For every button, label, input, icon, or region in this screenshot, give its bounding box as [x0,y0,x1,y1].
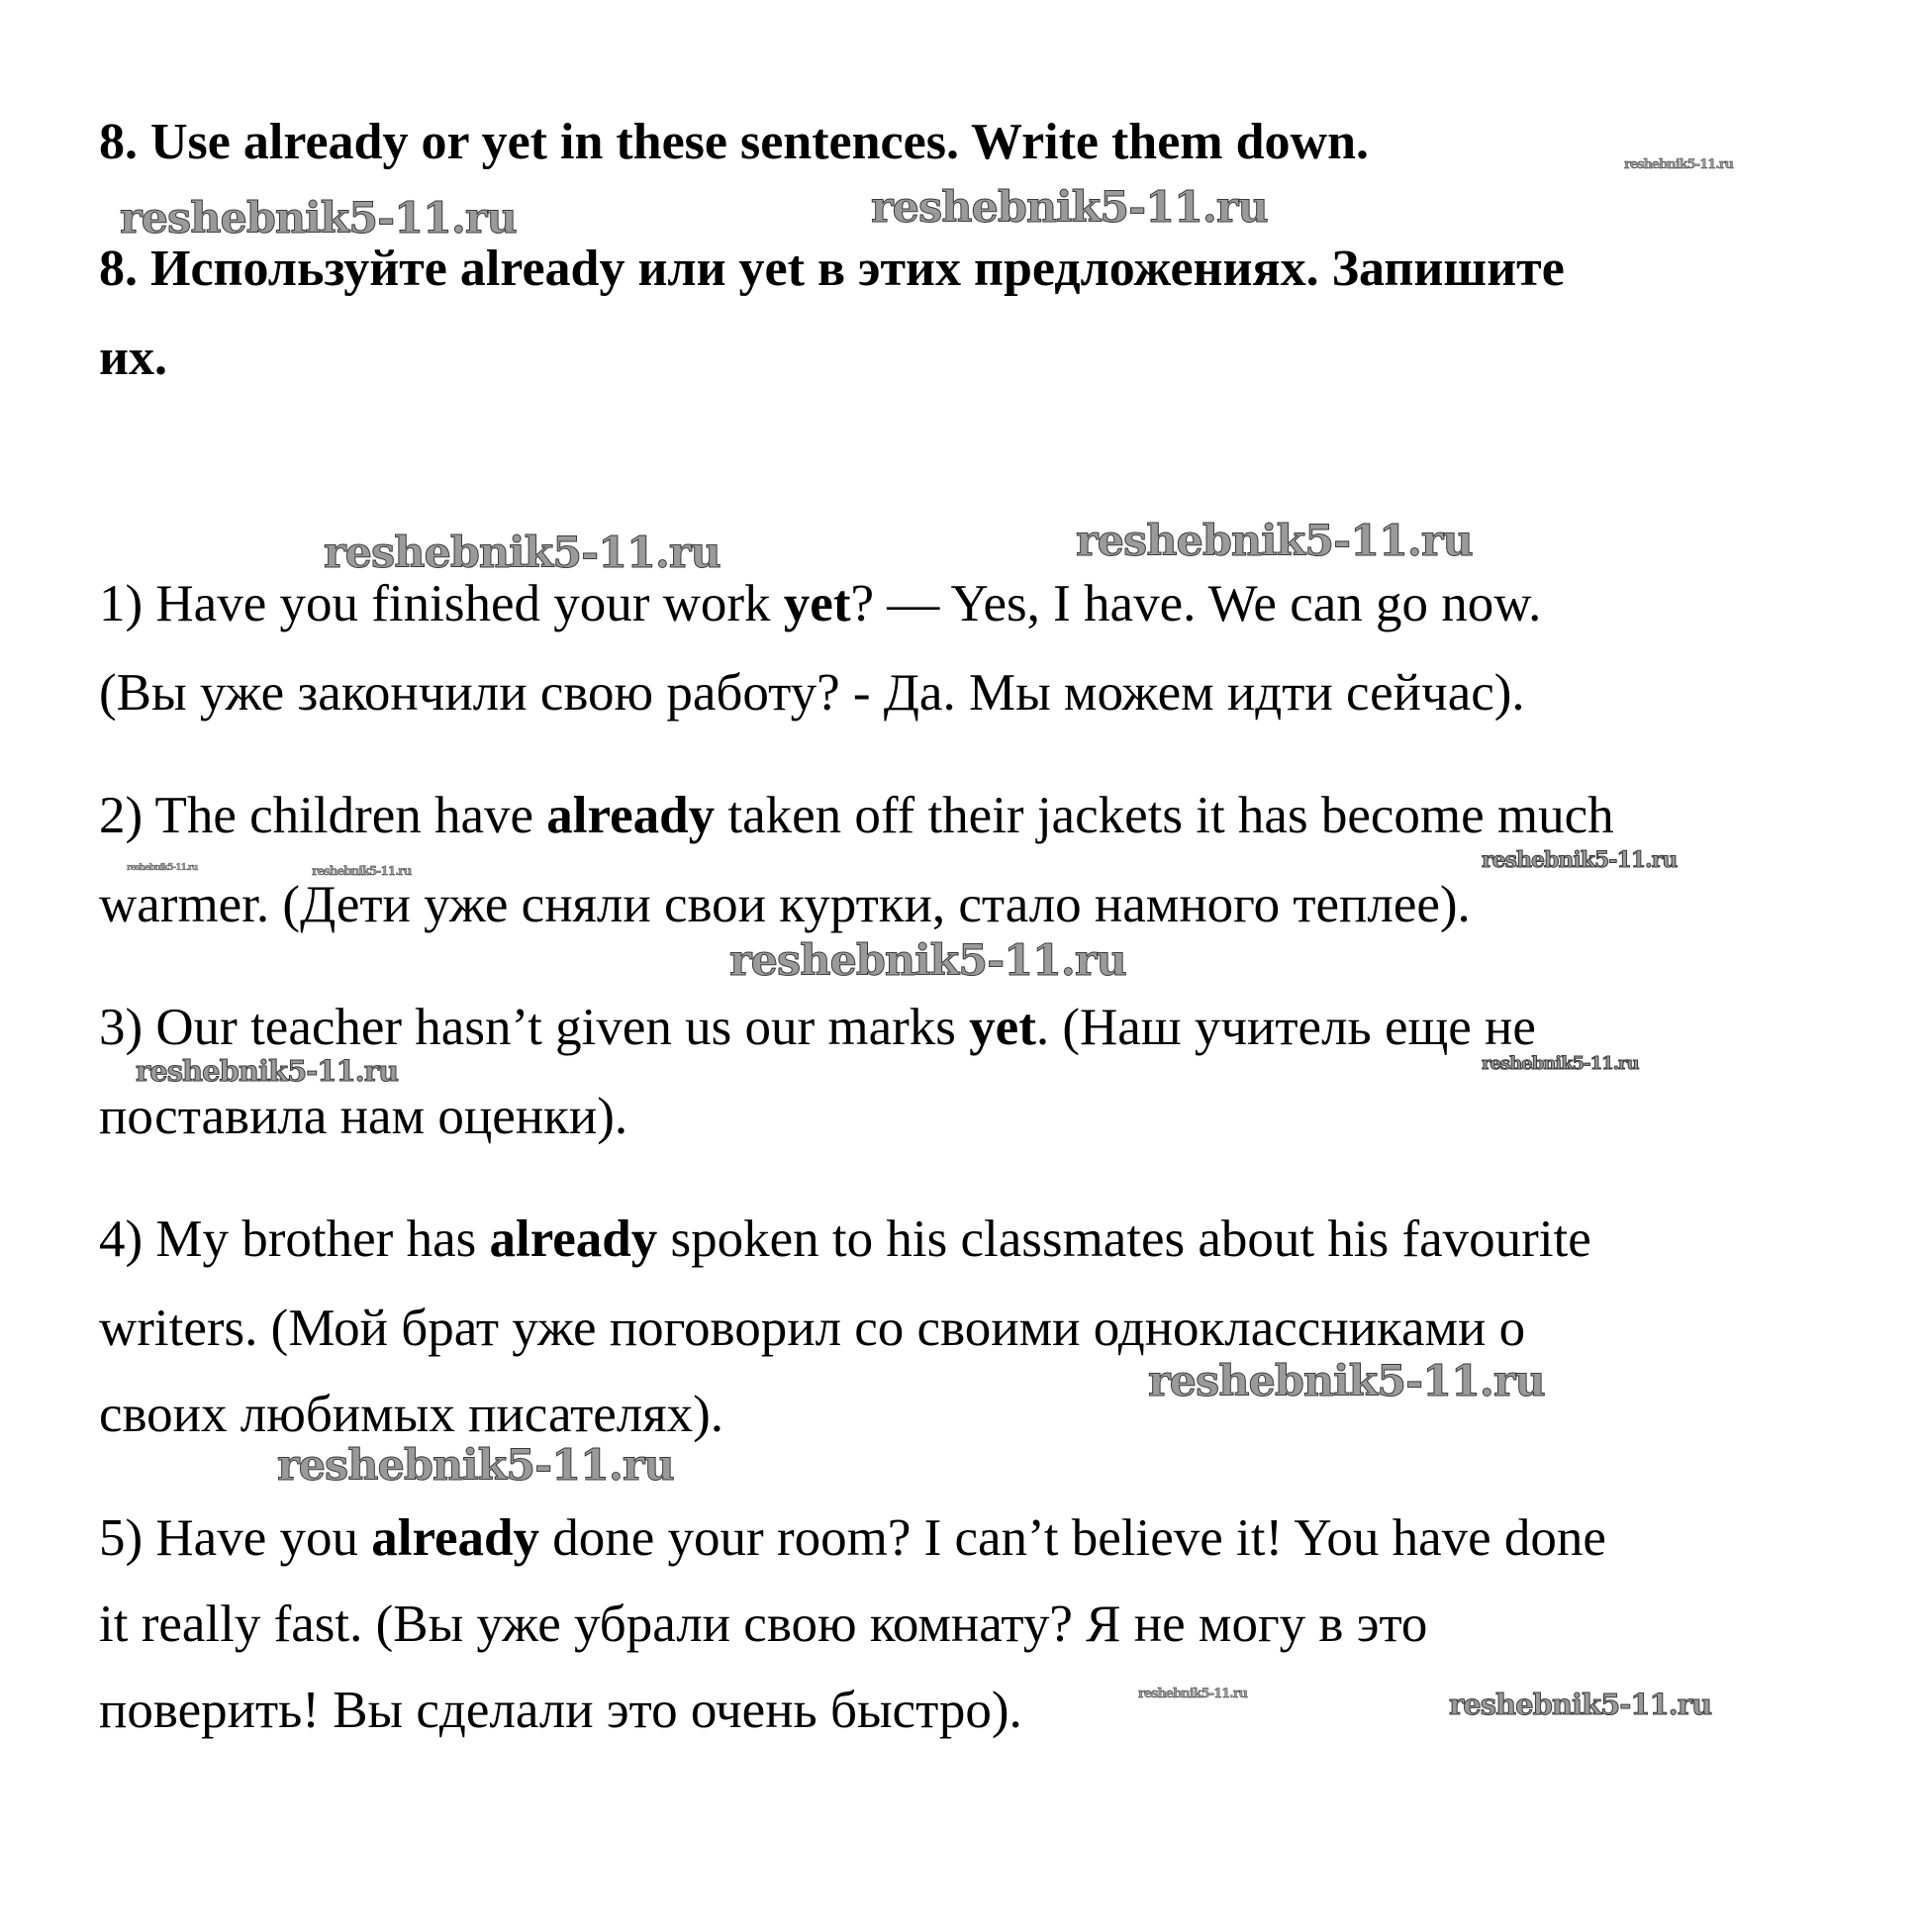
answer-line [99,575,1542,632]
watermark: reshebnik5-11.ru [1482,847,1678,873]
exercise-heading-en: 8. Use already or yet in these sentences. Write them down. [99,114,1370,170]
answer-text: done your room? I can’t believe it! You have done [539,1509,1606,1567]
answer-line [99,999,1536,1056]
answer-text: 3) Our teacher hasn’t given us our marks [99,999,970,1056]
answer-text: 1) Have you finished your work [99,575,784,632]
watermark: reshebnik5-11.ru [871,183,1268,233]
answer-translation: writers. (Мой брат уже поговорил со своими одноклассниками о [99,1300,1526,1357]
answer-keyword: yet [969,999,1036,1056]
watermark: reshebnik5-11.ru [127,863,198,873]
answer-keyword: already [546,787,716,844]
answer-text: taken off their jackets it has become much [715,787,1614,844]
answer-text: 5) Have you [99,1509,372,1567]
watermark: reshebnik5-11.ru [1449,1688,1712,1721]
answer-translation: warmer. (Дети уже сняли свои куртки, стало намного теплее). [99,876,1471,933]
watermark: reshebnik5-11.ru [1138,1687,1248,1701]
answer-translation: it really fast. (Вы уже убрали свою комнату? Я не могу в это [99,1595,1428,1653]
answer-translation: (Вы уже закончили свою работу? - Да. Мы можем идти сейчас). [99,664,1525,722]
watermark: reshebnik5-11.ru [1624,157,1734,172]
answer-keyword: already [371,1509,540,1567]
answer-text: 2) The children have [99,787,547,844]
exercise-heading-ru: 8. Используйте already или yet в этих предложениях. Запишите [99,241,1565,297]
answer-line [99,1210,1591,1268]
answer-text: 4) My brother has [99,1210,490,1268]
answer-line [99,787,1614,844]
watermark: reshebnik5-11.ru [1148,1357,1545,1406]
watermark: reshebnik5-11.ru [120,194,517,243]
answer-translation-cont: поверить! Вы сделали это очень быстро). [99,1682,1022,1739]
answer-text: . (Наш учитель еще не [1035,999,1536,1056]
answer-translation-cont: своих любимых писателях). [99,1386,724,1443]
watermark: reshebnik5-11.ru [729,936,1126,986]
answer-keyword: yet [783,575,851,632]
watermark: reshebnik5-11.ru [1076,517,1473,566]
answer-text: ? — Yes, I have. We can go now. [850,575,1542,632]
answer-text: spoken to his classmates about his favourite [657,1210,1591,1268]
answer-keyword: already [489,1210,658,1268]
answer-line [99,1509,1606,1567]
watermark: reshebnik5-11.ru [1482,1053,1639,1074]
watermark: reshebnik5-11.ru [136,1054,399,1088]
answer-translation: поставила нам оценки). [99,1088,628,1145]
watermark: reshebnik5-11.ru [312,864,412,878]
watermark: reshebnik5-11.ru [324,529,721,578]
watermark: reshebnik5-11.ru [277,1441,674,1491]
exercise-heading-ru-cont: их. [99,330,167,386]
